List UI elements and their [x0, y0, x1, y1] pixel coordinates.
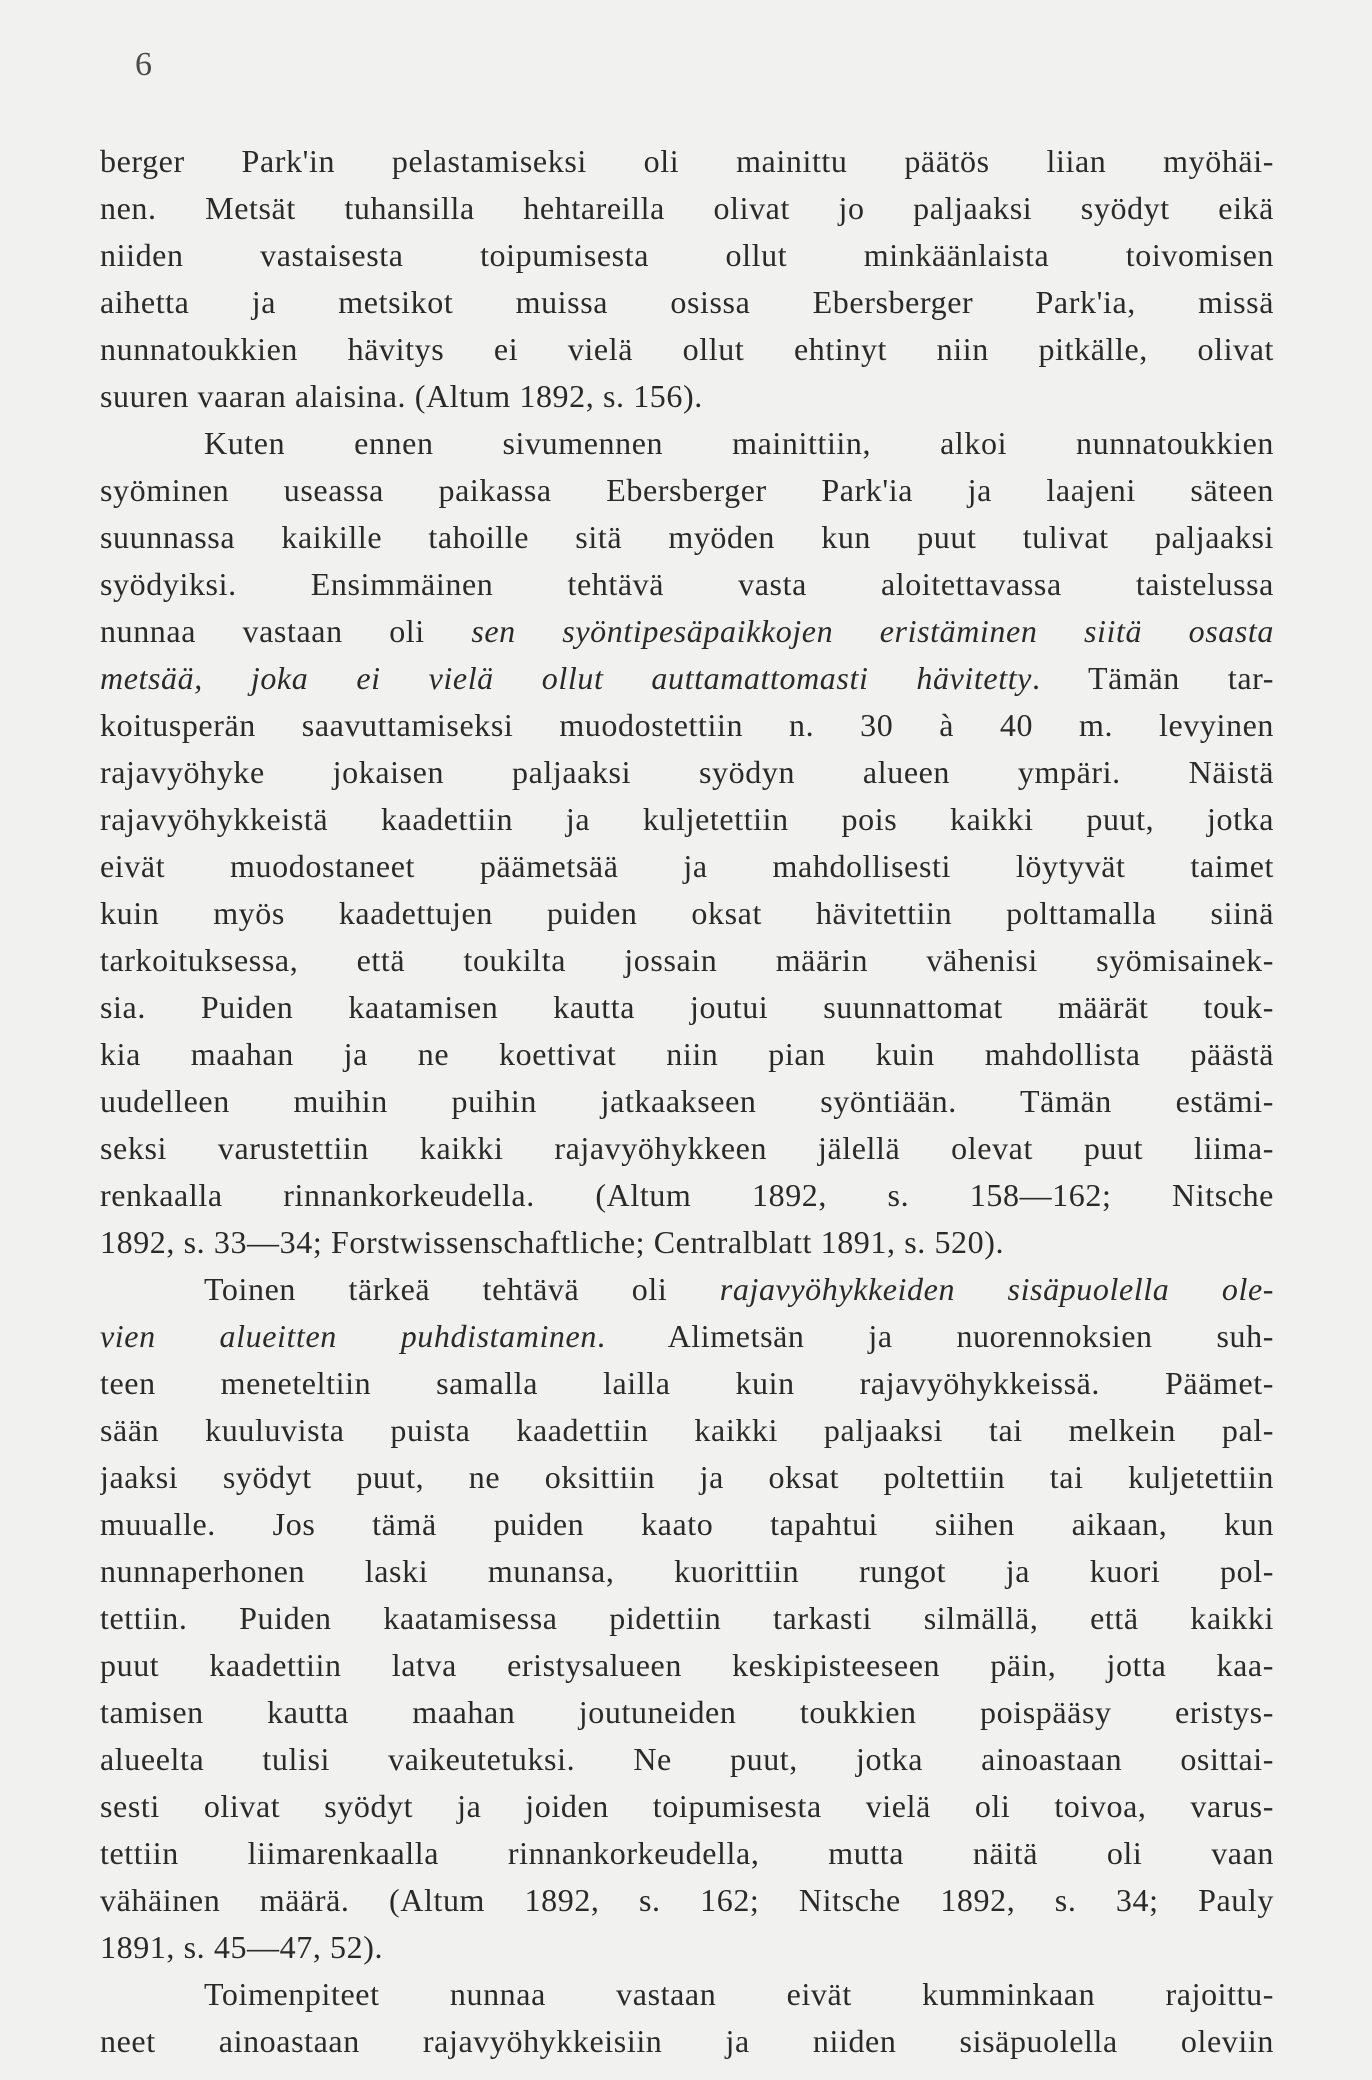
text-line: seksi varustettiin kaikki rajavyöhykkeen jälellä olevat puut liima- [100, 1130, 1274, 1166]
text-line: aihetta ja metsikot muissa osissa Ebersberger Park'ia, missä [100, 284, 1274, 320]
text-segment: nunnaa vastaan oli [100, 613, 472, 649]
text-line: syöminen useassa paikassa Ebersberger Park'ia ja laajeni säteen [100, 472, 1274, 508]
italic-phrase: vien alueitten puhdistaminen [100, 1318, 597, 1354]
text-line: 1891, s. 45—47, 52). [100, 1929, 384, 1965]
text-line: sään kuuluvista puista kaadettiin kaikki paljaaksi tai melkein pal- [100, 1412, 1274, 1448]
text-line: puut kaadettiin latva eristysalueen keskipisteeseen päin, jotta kaa- [100, 1647, 1274, 1683]
page-number: 6 [135, 46, 152, 83]
text-line: alueelta tulisi vaikeutetuksi. Ne puut, jotka ainoastaan osittai- [100, 1741, 1274, 1777]
text-line: neet ainoastaan rajavyöhykkeisiin ja niiden sisäpuolella oleviin [100, 2023, 1274, 2059]
text-line: berger Park'in pelastamiseksi oli mainittu päätös liian myöhäi- [100, 143, 1274, 179]
text-line: 1892, s. 33—34; Forstwissenschaftliche; Centralblatt 1891, s. 520). [100, 1224, 1005, 1260]
text-line: eivät muodostaneet päämetsää ja mahdollisesti löytyvät taimet [100, 848, 1274, 884]
text-line: tarkoituksessa, että toukilta jossain määrin vähenisi syömisainek- [100, 942, 1274, 978]
text-line [100, 1313, 1274, 1360]
text-line: vähäinen määrä. (Altum 1892, s. 162; Nitsche 1892, s. 34; Pauly [100, 1882, 1274, 1918]
text-line: suuren vaaran alaisina. (Altum 1892, s. 156). [100, 378, 703, 414]
italic-phrase: rajavyöhykkeiden sisäpuolella ole- [719, 1271, 1274, 1307]
text-line [100, 1266, 1274, 1313]
text-segment: Toinen tärkeä tehtävä oli [204, 1271, 720, 1307]
text-line: kuin myös kaadettujen puiden oksat hävitettiin polttamalla siinä [100, 895, 1274, 931]
text-line: koitusperän saavuttamiseksi muodostettiin n. 30 à 40 m. levyinen [100, 707, 1274, 743]
text-line: rajavyöhykkeistä kaadettiin ja kuljetettiin pois kaikki puut, jotka [100, 801, 1274, 837]
text-line [100, 608, 1274, 655]
text-line [100, 655, 1274, 702]
text-line: teen meneteltiin samalla lailla kuin rajavyöhykkeissä. Päämet- [100, 1365, 1274, 1401]
text-line: kia maahan ja ne koettivat niin pian kuin mahdollista päästä [100, 1036, 1274, 1072]
text-line: renkaalla rinnankorkeudella. (Altum 1892, s. 158—162; Nitsche [100, 1177, 1274, 1213]
text-line: muualle. Jos tämä puiden kaato tapahtui siihen aikaan, kun [100, 1506, 1274, 1542]
body-text [100, 138, 1274, 2065]
text-line: nunnatoukkien hävitys ei vielä ollut ehtinyt niin pitkälle, olivat [100, 331, 1274, 367]
text-line: Kuten ennen sivumennen mainittiin, alkoi nunnatoukkien [204, 425, 1274, 461]
text-line: tettiin liimarenkaalla rinnankorkeudella, mutta näitä oli vaan [100, 1835, 1274, 1871]
text-segment: . Tämän tar- [1032, 660, 1274, 696]
text-line: tettiin. Puiden kaatamisessa pidettiin tarkasti silmällä, että kaikki [100, 1600, 1274, 1636]
text-line: niiden vastaisesta toipumisesta ollut minkäänlaista toivomisen [100, 237, 1274, 273]
italic-phrase: metsää, joka ei vielä ollut auttamattomasti hävitetty [100, 660, 1032, 696]
text-line: nunnaperhonen laski munansa, kuorittiin rungot ja kuori pol- [100, 1553, 1274, 1589]
text-line: syödyiksi. Ensimmäinen tehtävä vasta aloitettavassa taistelussa [100, 566, 1274, 602]
text-segment: . Alimetsän ja nuorennoksien suh- [596, 1318, 1274, 1354]
text-line: tamisen kautta maahan joutuneiden toukkien poispääsy eristys- [100, 1694, 1274, 1730]
text-line: uudelleen muihin puihin jatkaakseen syöntiään. Tämän estämi- [100, 1083, 1274, 1119]
text-line: nen. Metsät tuhansilla hehtareilla olivat jo paljaaksi syödyt eikä [100, 190, 1274, 226]
text-line: jaaksi syödyt puut, ne oksittiin ja oksat poltettiin tai kuljetettiin [100, 1459, 1274, 1495]
italic-phrase: sen syöntipesäpaikkojen eristäminen siitä osasta [471, 613, 1274, 649]
text-line: sia. Puiden kaatamisen kautta joutui suunnattomat määrät touk- [100, 989, 1274, 1025]
text-line: rajavyöhyke jokaisen paljaaksi syödyn alueen ympäri. Näistä [100, 754, 1274, 790]
text-line: suunnassa kaikille tahoille sitä myöden kun puut tulivat paljaaksi [100, 519, 1274, 555]
text-line: sesti olivat syödyt ja joiden toipumisesta vielä oli toivoa, varus- [100, 1788, 1274, 1824]
text-line: Toimenpiteet nunnaa vastaan eivät kumminkaan rajoittu- [204, 1976, 1274, 2012]
